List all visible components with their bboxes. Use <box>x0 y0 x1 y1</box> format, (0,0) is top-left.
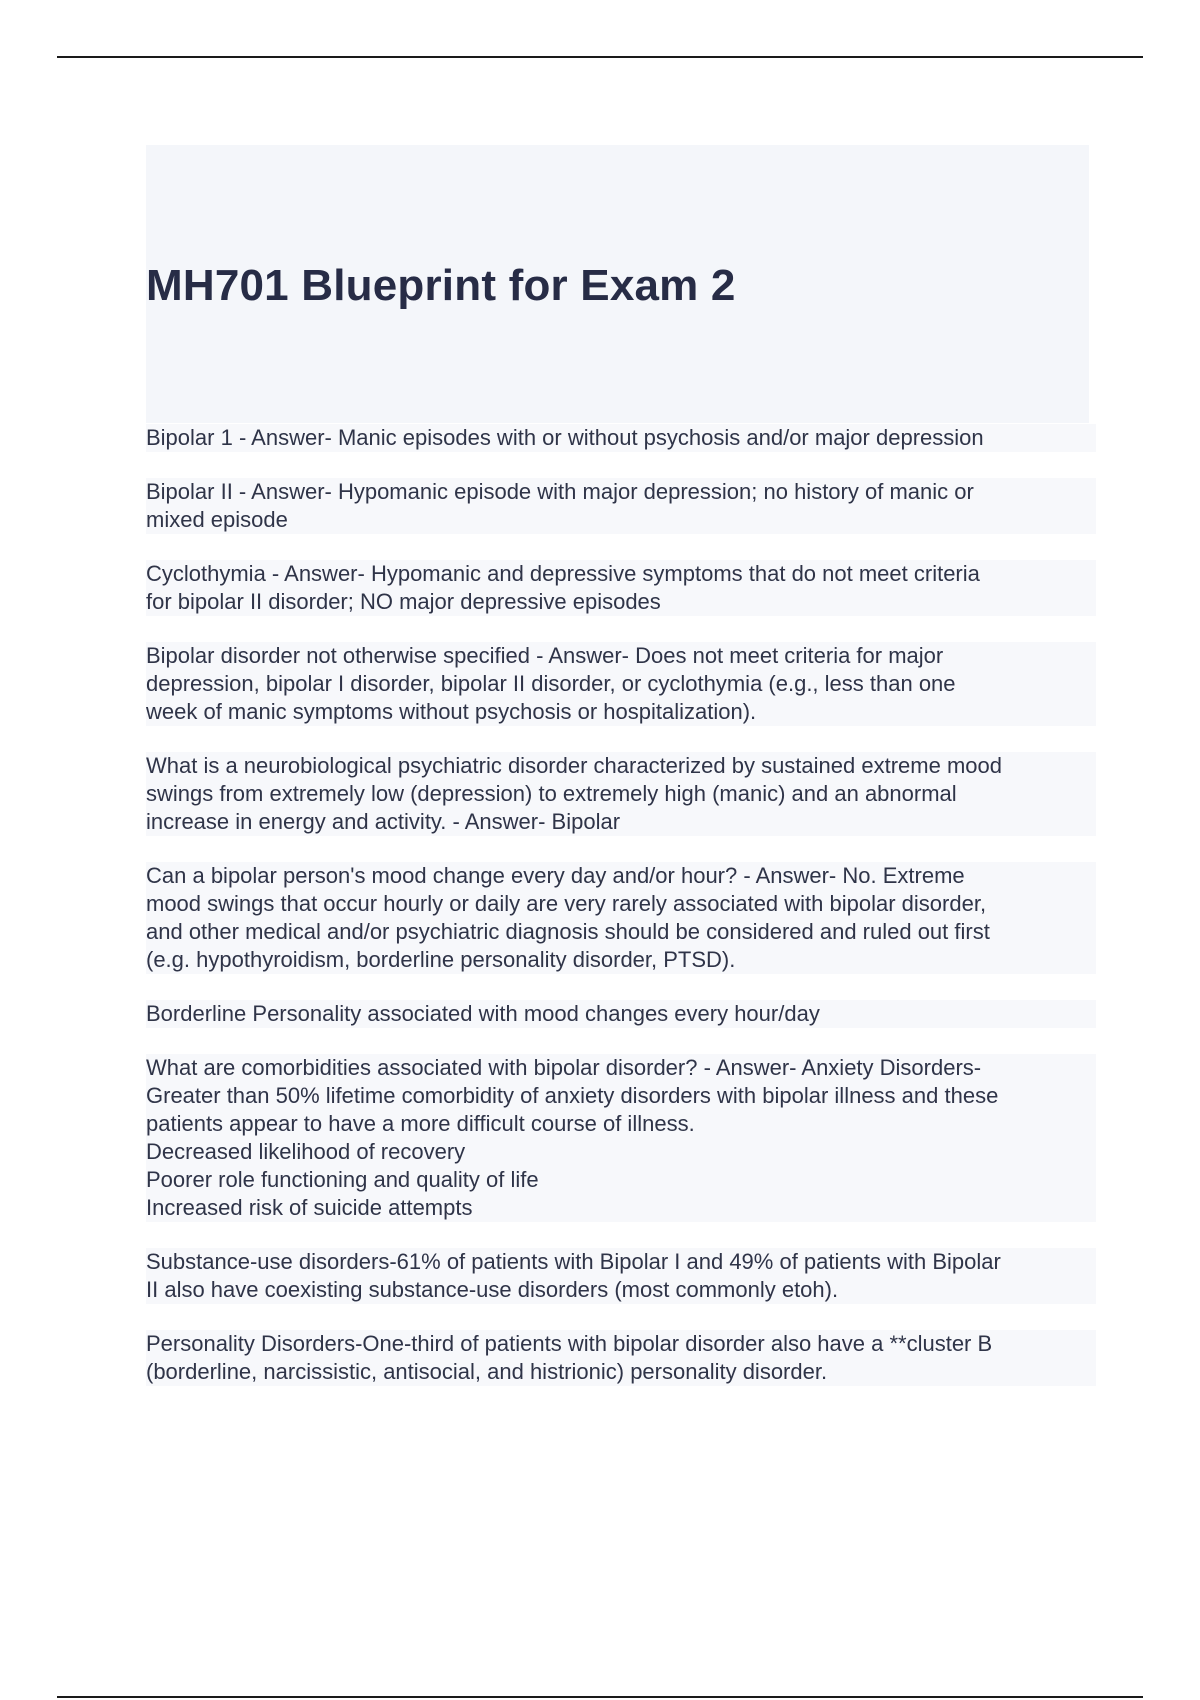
paragraph-comorbidities <box>146 1054 1096 1222</box>
text-line: depression, bipolar I disorder, bipolar II disorder, or cyclothymia (e.g., less than one <box>146 671 956 696</box>
text-line: Personality Disorders-One-third of patients with bipolar disorder also have a **cluster B <box>146 1331 993 1356</box>
text-line: What are comorbidities associated with bipolar disorder? - Answer- Anxiety Disorders- <box>146 1055 982 1080</box>
text-line: Decreased likelihood of recovery <box>146 1139 466 1164</box>
bottom-rule <box>57 1696 1143 1698</box>
text-line: Borderline Personality associated with mood changes every hour/day <box>146 1001 820 1026</box>
text-line: week of manic symptoms without psychosis or hospitalization). <box>146 699 757 724</box>
text-line: Cyclothymia - Answer- Hypomanic and depressive symptoms that do not meet criteria <box>146 561 980 586</box>
paragraph-cyclothymia <box>146 560 1096 616</box>
paragraph-definition <box>146 752 1096 836</box>
text-line: Substance-use disorders-61% of patients with Bipolar I and 49% of patients with Bipolar <box>146 1249 1001 1274</box>
paragraph-substance-use <box>146 1248 1096 1304</box>
paragraph-bipolar-2 <box>146 478 1096 534</box>
text-line: Poorer role functioning and quality of life <box>146 1167 539 1192</box>
text-line: Bipolar 1 - Answer- Manic episodes with or without psychosis and/or major depression <box>146 425 984 450</box>
text-line: Bipolar disorder not otherwise specified - Answer- Does not meet criteria for major <box>146 643 944 668</box>
paragraph-bipolar-1 <box>146 424 1096 452</box>
paragraph-personality <box>146 1330 1096 1386</box>
text-line: II also have coexisting substance-use disorders (most commonly etoh). <box>146 1277 839 1302</box>
text-line: (borderline, narcissistic, antisocial, and histrionic) personality disorder. <box>146 1359 828 1384</box>
text-line: Can a bipolar person's mood change every day and/or hour? - Answer- No. Extreme <box>146 863 965 888</box>
text-line: patients appear to have a more difficult course of illness. <box>146 1111 695 1136</box>
text-line: (e.g. hypothyroidism, borderline personality disorder, PTSD). <box>146 947 736 972</box>
text-line: increase in energy and activity. - Answer- Bipolar <box>146 809 621 834</box>
text-line: Greater than 50% lifetime comorbidity of anxiety disorders with bipolar illness and these <box>146 1083 999 1108</box>
text-line: for bipolar II disorder; NO major depressive episodes <box>146 589 661 614</box>
top-rule <box>57 56 1143 58</box>
text-line: mood swings that occur hourly or daily are very rarely associated with bipolar disorder, <box>146 891 987 916</box>
paragraph-bipolar-nos <box>146 642 1096 726</box>
text-line: and other medical and/or psychiatric diagnosis should be considered and ruled out first <box>146 919 990 944</box>
text-line: Bipolar II - Answer- Hypomanic episode with major depression; no history of manic or <box>146 479 974 504</box>
page-title: MH701 Blueprint for Exam 2 <box>146 261 736 310</box>
text-line: Increased risk of suicide attempts <box>146 1195 473 1220</box>
document-body <box>146 424 1096 1412</box>
paragraph-borderline <box>146 1000 1096 1028</box>
text-line: swings from extremely low (depression) to extremely high (manic) and an abnormal <box>146 781 957 806</box>
text-line: mixed episode <box>146 507 288 532</box>
paragraph-mood-change <box>146 862 1096 974</box>
text-line: What is a neurobiological psychiatric disorder characterized by sustained extreme mood <box>146 753 1002 778</box>
